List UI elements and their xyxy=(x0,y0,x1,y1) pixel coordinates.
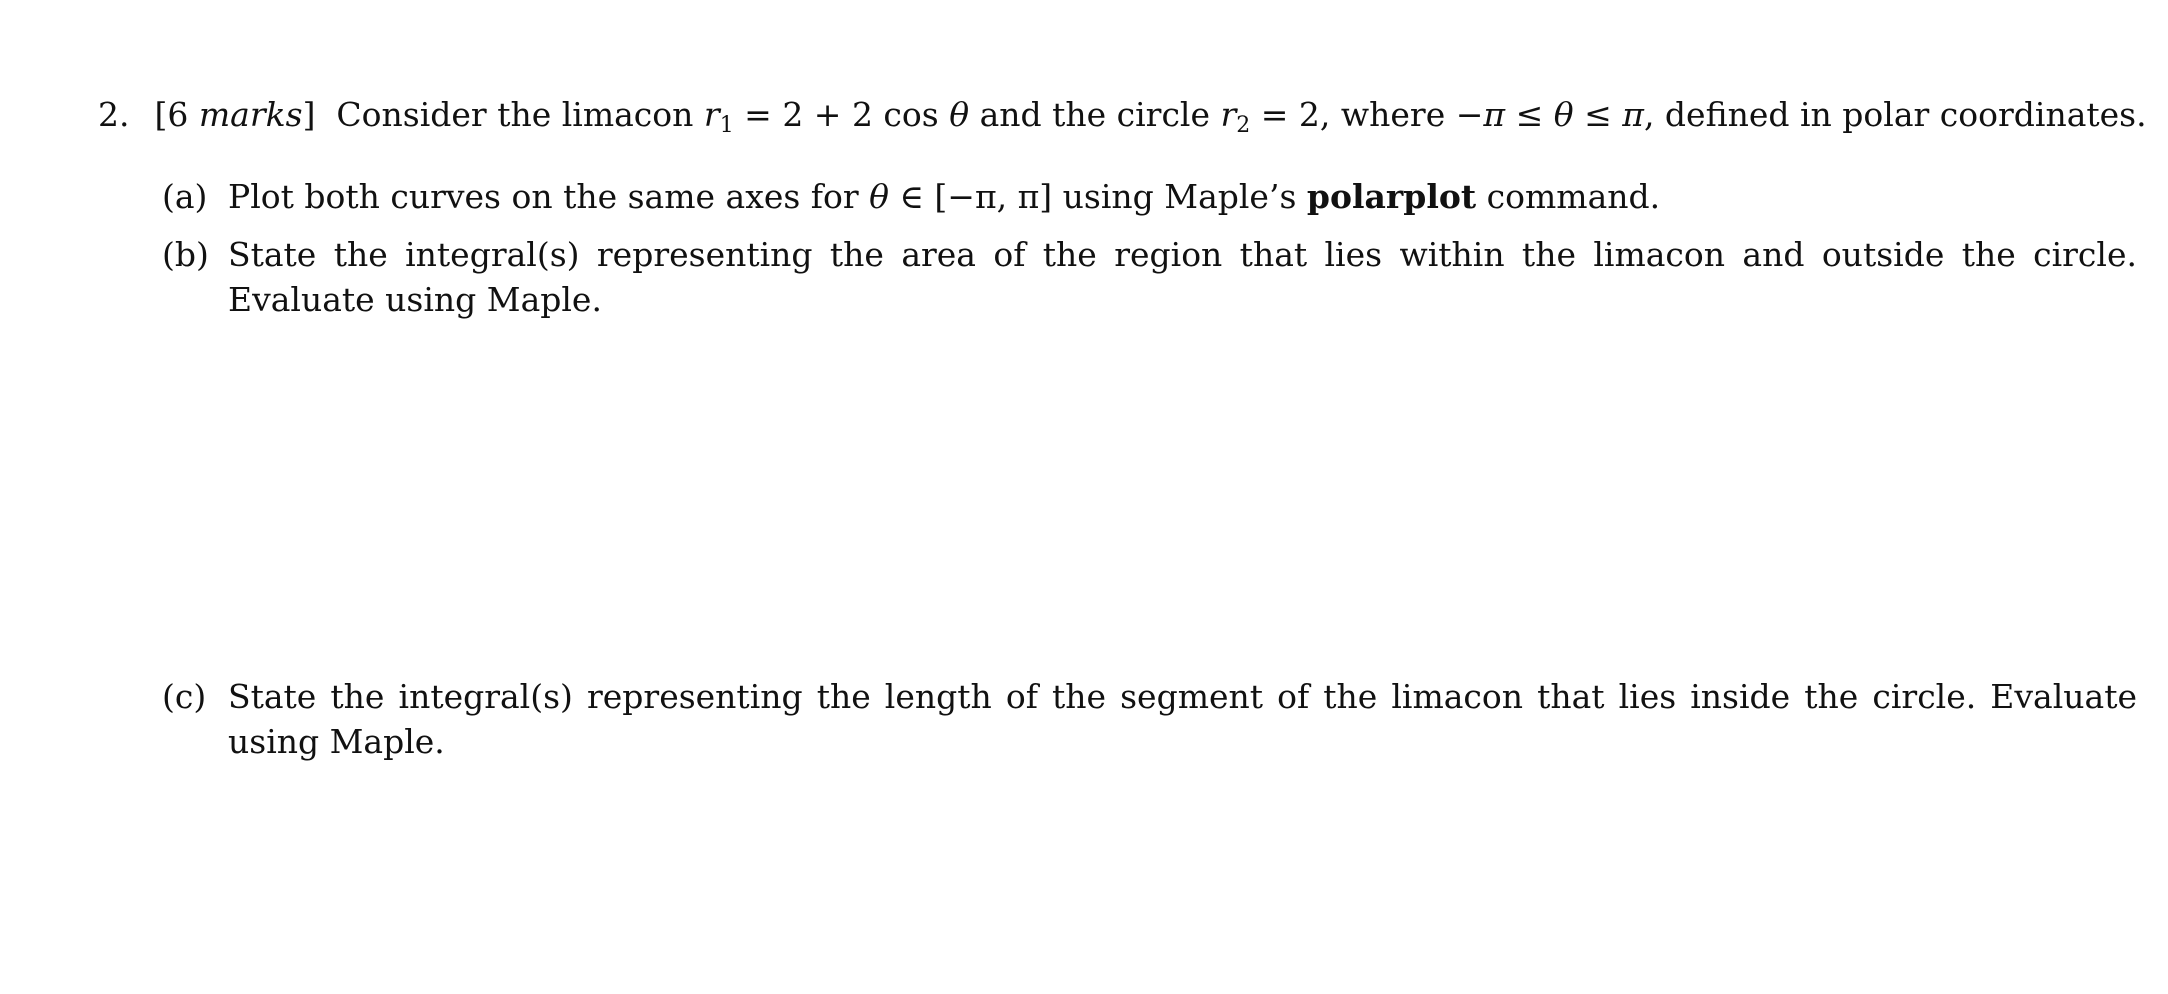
part-a-theta: θ xyxy=(869,177,890,216)
part-a-text-1: Plot both curves on the same axes for xyxy=(228,177,870,216)
marks-label xyxy=(155,95,316,134)
part-b-text: State the integral(s) representing the area of the region that lies within the limacon and outside the circle. Evaluate using Maple. xyxy=(228,235,2137,319)
part-a-text xyxy=(228,174,2137,219)
question-statement xyxy=(98,92,2147,149)
part-a-interval: ∈ [−π, π] xyxy=(889,177,1053,216)
question-text-1: Consider the limacon xyxy=(315,95,704,134)
r1-subscript: 1 xyxy=(719,113,734,138)
part-a-label: (a) xyxy=(162,177,208,216)
question-text-2: and the circle xyxy=(969,95,1221,134)
part-b xyxy=(162,232,2137,322)
part-c xyxy=(162,674,2137,764)
part-a-command: polarplot xyxy=(1306,177,1477,216)
part-a-text-3: command. xyxy=(1476,177,1661,216)
marks-word: marks xyxy=(198,95,303,134)
r1-variable: r xyxy=(703,95,720,134)
part-a-text-2: using Maple’s xyxy=(1052,177,1307,216)
r2-equation: = 2, where − xyxy=(1250,95,1484,134)
r2-subscript: 2 xyxy=(1236,113,1251,138)
part-a xyxy=(162,174,2137,219)
theta-symbol-2: θ xyxy=(1553,95,1574,134)
leq-symbol-2: ≤ xyxy=(1573,95,1623,134)
leq-symbol-1: ≤ xyxy=(1505,95,1554,134)
part-c-label: (c) xyxy=(162,677,207,716)
marks-close: ] xyxy=(302,95,316,134)
marks-open: [6 xyxy=(154,95,199,134)
theta-symbol-1: θ xyxy=(949,95,970,134)
question-number: 2. xyxy=(98,95,130,134)
pi-symbol-1: π xyxy=(1483,95,1506,134)
pi-symbol-2: π xyxy=(1622,95,1644,134)
part-b-label: (b) xyxy=(162,235,209,274)
r2-variable: r xyxy=(1220,95,1237,134)
question-text-3: , defined in polar coordinates. xyxy=(1643,95,2147,134)
r1-equation: = 2 + 2 cos xyxy=(733,95,950,134)
part-c-text: State the integral(s) representing the length of the segment of the limacon that lies inside the circle. Evaluate using Maple. xyxy=(228,677,2137,761)
